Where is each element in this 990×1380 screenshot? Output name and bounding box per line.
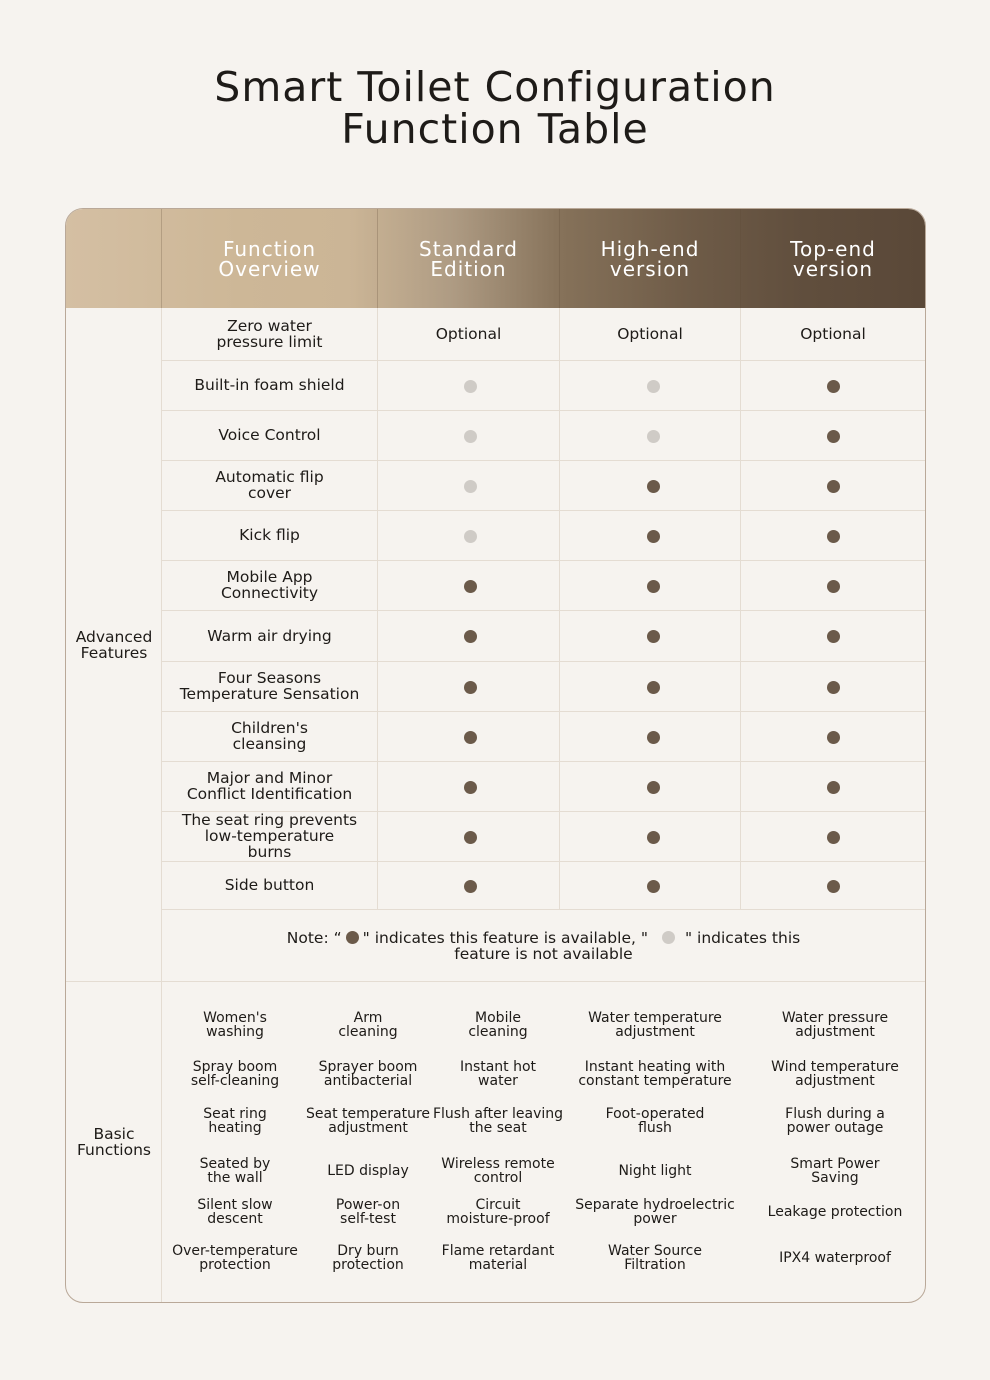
basic-function-item: Wireless remote control bbox=[441, 1156, 555, 1186]
available-dot-icon bbox=[647, 781, 660, 794]
group-divider bbox=[66, 981, 925, 982]
basic-function-item: Water Source Filtration bbox=[608, 1243, 702, 1273]
basic-function-item: LED display bbox=[327, 1163, 409, 1179]
available-dot-icon bbox=[464, 630, 477, 643]
feature-name: Built-in foam shield bbox=[194, 376, 345, 394]
available-dot-icon bbox=[827, 380, 840, 393]
group-advanced-features: Advanced Features bbox=[75, 627, 153, 662]
feature-name: Kick flip bbox=[239, 526, 300, 544]
available-dot-icon bbox=[647, 681, 660, 694]
basic-function-item: Sprayer boom antibacterial bbox=[318, 1059, 418, 1089]
feature-name: Side button bbox=[224, 876, 315, 894]
available-dot-icon bbox=[827, 681, 840, 694]
available-dot-icon bbox=[464, 681, 477, 694]
available-dot-icon bbox=[464, 831, 477, 844]
note-prefix: Note: “ bbox=[286, 929, 342, 947]
row-divider bbox=[162, 909, 925, 910]
basic-function-item: Power-on self-test bbox=[335, 1197, 401, 1227]
table-header bbox=[66, 209, 925, 308]
available-dot-icon bbox=[827, 831, 840, 844]
feature-name: Zero water pressure limit bbox=[216, 317, 323, 351]
available-dot-icon bbox=[827, 480, 840, 493]
basic-function-item: Water temperature adjustment bbox=[588, 1010, 722, 1040]
basic-function-item: Flame retardant material bbox=[441, 1243, 555, 1273]
title-line-1: Smart Toilet Configuration bbox=[214, 63, 776, 111]
unavailable-dot-icon bbox=[464, 430, 477, 443]
header-standard-edition: Standard Edition bbox=[419, 236, 518, 281]
available-dot-icon bbox=[827, 430, 840, 443]
available-dot-icon bbox=[464, 880, 477, 893]
basic-function-item: Dry burn protection bbox=[332, 1243, 404, 1273]
basic-function-item: Arm cleaning bbox=[338, 1010, 398, 1040]
feature-name: Children's cleansing bbox=[231, 719, 308, 753]
basic-function-item: IPX4 waterproof bbox=[779, 1250, 891, 1266]
available-dot-icon bbox=[827, 530, 840, 543]
available-dot-icon bbox=[464, 781, 477, 794]
available-dot-icon bbox=[827, 880, 840, 893]
title-line-2: Function Table bbox=[341, 105, 649, 153]
unavailable-dot-icon bbox=[464, 480, 477, 493]
basic-function-item: Mobile cleaning bbox=[468, 1010, 528, 1040]
available-dot-icon bbox=[647, 831, 660, 844]
basic-function-item: Instant heating with constant temperature bbox=[578, 1059, 732, 1089]
optional-label: Optional bbox=[800, 325, 866, 343]
basic-function-item: Instant hot water bbox=[459, 1059, 537, 1089]
column-divider bbox=[559, 308, 560, 909]
available-dot-icon bbox=[346, 931, 359, 944]
column-divider bbox=[377, 308, 378, 909]
basic-function-item: Smart Power Saving bbox=[790, 1156, 880, 1186]
basic-function-item: Over-temperature protection bbox=[172, 1243, 298, 1273]
page-title bbox=[0, 63, 990, 153]
basic-function-item: Separate hydroelectric power bbox=[575, 1197, 735, 1227]
available-dot-icon bbox=[464, 580, 477, 593]
basic-function-item: Wind temperature adjustment bbox=[771, 1059, 899, 1089]
group-basic-functions: Basic Functions bbox=[76, 1124, 151, 1159]
note-available: " indicates this feature is available, " bbox=[362, 929, 648, 947]
legend-note bbox=[162, 909, 925, 981]
available-dot-icon bbox=[647, 580, 660, 593]
optional-label: Optional bbox=[435, 325, 502, 343]
unavailable-dot-icon bbox=[647, 380, 660, 393]
unavailable-dot-icon bbox=[464, 530, 477, 543]
basic-function-item: Seated by the wall bbox=[199, 1156, 271, 1186]
feature-name: Major and Minor Conflict Identification bbox=[186, 769, 353, 803]
basic-function-item: Seat temperature adjustment bbox=[305, 1106, 431, 1136]
basic-function-item: Circuit moisture-proof bbox=[446, 1197, 550, 1227]
available-dot-icon bbox=[464, 731, 477, 744]
header-function-overview: Function Overview bbox=[218, 236, 321, 281]
available-dot-icon bbox=[647, 530, 660, 543]
basic-function-item: Seat ring heating bbox=[203, 1106, 267, 1136]
available-dot-icon bbox=[827, 630, 840, 643]
basic-function-item: Spray boom self-cleaning bbox=[190, 1059, 280, 1089]
basic-function-item: Silent slow descent bbox=[197, 1197, 273, 1227]
basic-function-item: Women's washing bbox=[203, 1010, 267, 1040]
available-dot-icon bbox=[827, 731, 840, 744]
unavailable-dot-icon bbox=[464, 380, 477, 393]
available-dot-icon bbox=[647, 630, 660, 643]
available-dot-icon bbox=[647, 731, 660, 744]
available-dot-icon bbox=[827, 781, 840, 794]
optional-label: Optional bbox=[617, 325, 683, 343]
note-unavailable-a: " indicates this bbox=[684, 929, 801, 947]
basic-function-item: Flush after leaving the seat bbox=[432, 1106, 564, 1136]
available-dot-icon bbox=[647, 480, 660, 493]
available-dot-icon bbox=[827, 580, 840, 593]
feature-name: Mobile App Connectivity bbox=[220, 568, 319, 602]
unavailable-dot-icon bbox=[647, 430, 660, 443]
basic-function-item: Water pressure adjustment bbox=[781, 1010, 889, 1040]
feature-name: Warm air drying bbox=[207, 626, 332, 645]
available-dot-icon bbox=[647, 880, 660, 893]
unavailable-dot-icon bbox=[662, 931, 675, 944]
basic-function-item: Night light bbox=[618, 1163, 692, 1179]
basic-function-item: Foot-operated flush bbox=[605, 1106, 705, 1136]
header-top-end-version: Top-end version bbox=[790, 236, 876, 281]
feature-name: The seat ring prevents low-temperature burns bbox=[181, 811, 358, 861]
basic-function-item: Leakage protection bbox=[767, 1204, 903, 1220]
feature-name: Automatic flip cover bbox=[215, 468, 324, 502]
feature-name: Four Seasons Temperature Sensation bbox=[179, 669, 360, 703]
note-unavailable-b: feature is not available bbox=[454, 945, 633, 963]
header-high-end-version: High-end version bbox=[600, 236, 700, 281]
function-table bbox=[65, 208, 926, 1303]
feature-name: Voice Control bbox=[218, 426, 321, 444]
basic-function-item: Flush during a power outage bbox=[785, 1106, 885, 1136]
column-divider bbox=[740, 308, 741, 909]
